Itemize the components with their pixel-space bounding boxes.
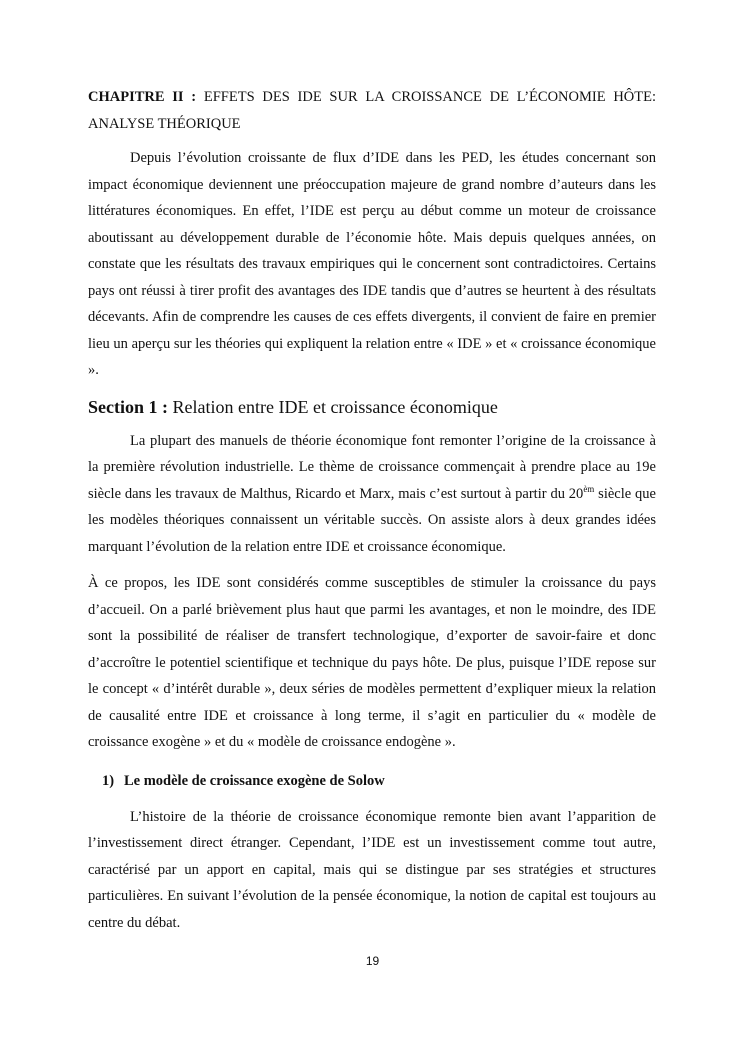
paragraph-3: À ce propos, les IDE sont considérés comme susceptibles de stimuler la croissance du pays d’accueil. On a parlé brièvement plus haut que parmi les avantages, et non le moindre, des IDE sont la possibilité de réaliser de transfert technologique, d’exporter de savoir-faire et donc d’accroître le potentiel scientifique et technique du pays hôte. De plus, puisque l’IDE repose sur le concept « d’intérêt durable », deux séries de modèles permettent d’expliquer mieux la relation de causalité entre IDE et croissance à long terme, il s’agit en particulier du « modèle de croissance exogène » et du « modèle de croissance endogène ». [88,575,656,750]
paragraph-4: L’histoire de la théorie de croissance économique remonte bien avant l’apparition de l’investissement direct étranger. Cependant, l’IDE est un investissement comme tout autre, caractérisé par un apport en capital, mais qui se distingue par ses stratégies et structures particulières. En suivant l’évolution de la pensée économique, la notion de capital est toujours au centre du débat. [88,808,656,931]
intro-paragraph: Depuis l’évolution croissante de flux d’IDE dans les PED, les études concernant son impact économique deviennent une préoccupation majeure de grand nombre d’auteurs dans les littératures économiques. En effet, l’IDE est perçu au début comme un moteur de croissance aboutissant au développement durable de l’économie hôte. Mais depuis quelques années, on constate que les résultats des travaux empiriques qui le concernent sont contradictoires. Certains pays ont réussi à tirer profit des avantages des IDE tandis que d’autres se heurtent à des résultats décevants. Afin de comprendre les causes de ces effets divergents, il convient de faire en premier lieu un aperçu sur les théories qui expliquent la relation entre « IDE » et « croissance économique ». [88,150,656,378]
page-number: 19 [365,954,380,968]
chapter-title: EFFETS DES IDE SUR LA CROISSANCE DE L’ÉCONOMIE HÔTE: ANALYSE THÉORIQUE [88,89,657,132]
subsection-title: Le modèle de croissance exogène de Solow [124,772,385,789]
subsection-number: 1) [102,772,115,789]
subsection-heading [102,768,656,794]
superscript: èm [583,483,595,494]
paragraph-2-text-end: siècle que les modèles théoriques connaissent un véritable succès. On assiste alors à deux grandes idées marquant l’évolution de la relation entre IDE et croissance économique. [88,485,656,555]
page-content [88,84,656,936]
section-label: Section 1 : [88,396,168,417]
paragraph-2 [88,428,656,561]
section-title: Relation entre IDE et croissance économique [172,396,498,417]
paragraph-2-text: La plupart des manuels de théorie économique font remonter l’origine de la croissance à la première révolution industrielle. Le thème de croissance commençait à prendre place au 19e siècle dans les travaux de Malthus, Ricardo et Marx, mais c’est surtout à partir du 20 [88,432,656,502]
chapter-heading [88,84,656,137]
section-heading [88,394,656,420]
chapter-label: CHAPITRE II : [88,89,197,105]
